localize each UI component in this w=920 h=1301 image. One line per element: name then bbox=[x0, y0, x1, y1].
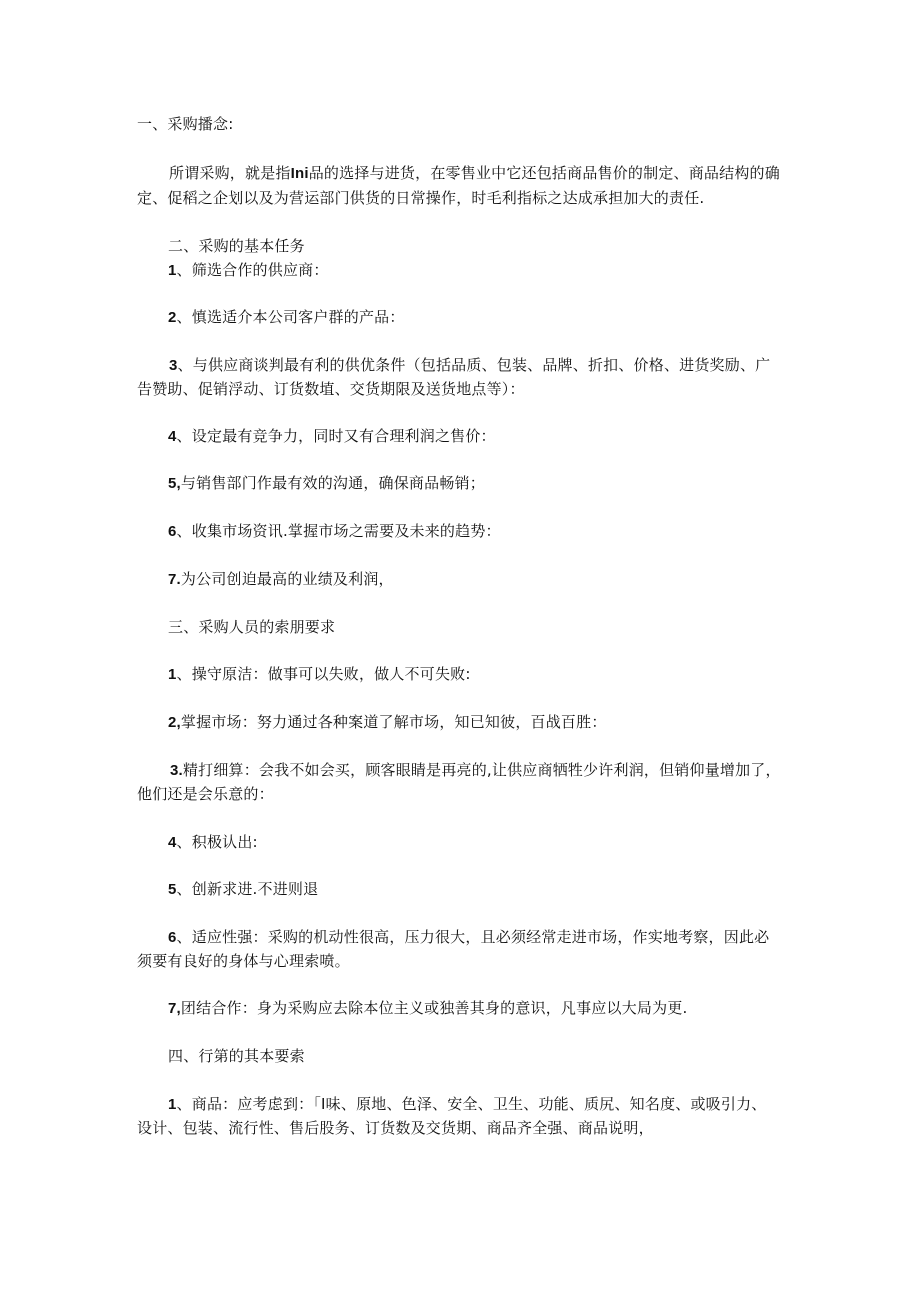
item-number: 4 bbox=[168, 428, 177, 445]
item-text: 、操守原洁：做事可以失败，做人不可失败: bbox=[176, 665, 471, 683]
item-number: 3. bbox=[170, 762, 183, 779]
paragraph-text-bold: Ini bbox=[290, 165, 309, 182]
heading-text: 三、采购人员的索朋要求 bbox=[168, 618, 336, 636]
item-text: 团结合作：身为采购应去除本位主义或独善其身的意识，凡事应以大局为更. bbox=[180, 999, 688, 1017]
item-text: 、收集市场资讯.掌握市场之需要及未来的趋势： bbox=[176, 522, 501, 540]
item-text: 、适应性强：采购的机动性很高，压力很大，且必须经常走进市场，作实地考察，因此必 bbox=[176, 928, 770, 946]
heading-text: 二、采购的基本任务 bbox=[168, 237, 305, 255]
item-text: 与销售部门作最有效的沟通，确保商品畅销； bbox=[180, 474, 485, 492]
paragraph-text: 定、促稻之企划以及为营运部门供货的日常操作，时毛利指标之达成承担加大的责任. bbox=[137, 189, 705, 207]
item-number: 1 bbox=[168, 1096, 177, 1113]
item-number: 6 bbox=[168, 523, 177, 540]
item-text: 设计、包装、流行性、售后股务、订货数及交货期、商品齐全强、商品说明， bbox=[137, 1119, 654, 1137]
heading-text: 一、采购播念: bbox=[137, 115, 234, 133]
list-item bbox=[169, 355, 770, 376]
list-item bbox=[168, 879, 318, 900]
item-text: 须要有良好的身体与心理索喷。 bbox=[137, 952, 350, 970]
item-number: 2 bbox=[168, 309, 177, 326]
item-text: 、慎选适介本公司客户群的产品： bbox=[176, 308, 405, 326]
section-heading-1 bbox=[137, 114, 233, 134]
list-item bbox=[168, 1094, 766, 1115]
section-heading-2 bbox=[168, 236, 305, 256]
item-text: 掌握市场：努力通过各种案道了解市场，知已知彼，百战百胜： bbox=[180, 713, 607, 731]
item-text: 为公司创迫最高的业绩及利润， bbox=[180, 570, 394, 588]
item-number: 4 bbox=[168, 834, 177, 851]
list-item bbox=[168, 473, 485, 494]
paragraph-line bbox=[169, 163, 780, 184]
heading-text: 四、行第的其本要索 bbox=[168, 1047, 305, 1065]
item-number: 1 bbox=[168, 262, 177, 279]
item-number: 2, bbox=[168, 714, 181, 731]
list-item bbox=[168, 832, 258, 853]
list-item bbox=[170, 760, 781, 781]
paragraph-line bbox=[137, 188, 704, 208]
item-text: 、商品：应考虑到：「I味、原地、色泽、安全、卫生、功能、质尻、知名度、或吸引力、 bbox=[176, 1095, 767, 1113]
item-number: 1 bbox=[168, 666, 177, 683]
section-heading-4 bbox=[168, 1046, 305, 1066]
item-text: 、设定最有竞争力，同时又有合理利润之售价： bbox=[176, 427, 496, 445]
item-number: 7. bbox=[168, 571, 181, 588]
list-item bbox=[168, 927, 769, 948]
list-item bbox=[168, 998, 688, 1019]
item-text: 、积极认出: bbox=[176, 833, 258, 851]
item-text: 告赞助、促销浮动、订货数埴、交货期限及送货地点等）： bbox=[137, 380, 525, 398]
section-heading-3 bbox=[168, 617, 335, 637]
item-number: 3 bbox=[169, 357, 178, 374]
paragraph-text: 品的选择与进货，在零售业中它还包括商品售价的制定、商品结构的确 bbox=[308, 164, 780, 182]
item-text: 精打细算：会我不如会买，顾客眼睛是再亮的,让供应商牺牲少许利润，但销仰量增加了， bbox=[182, 761, 781, 779]
item-text: 、创新求进.不进则退 bbox=[176, 880, 319, 898]
list-item-continuation bbox=[137, 379, 525, 399]
list-item-continuation bbox=[137, 784, 274, 804]
paragraph-text: 所谓采购，就是指 bbox=[169, 164, 291, 182]
list-item bbox=[168, 260, 329, 281]
item-text: 他们还是会乐意的： bbox=[137, 785, 274, 803]
list-item bbox=[168, 307, 405, 328]
item-number: 5, bbox=[168, 475, 181, 492]
item-text: 、筛选合作的供应商： bbox=[176, 261, 329, 279]
list-item-continuation bbox=[137, 951, 350, 971]
list-item bbox=[168, 569, 394, 590]
list-item bbox=[168, 426, 496, 447]
list-item-continuation bbox=[137, 1118, 654, 1138]
list-item bbox=[168, 521, 501, 542]
item-number: 7, bbox=[168, 1000, 181, 1017]
list-item bbox=[168, 664, 471, 685]
item-number: 6 bbox=[168, 929, 177, 946]
item-text: 、与供应商谈判最有利的供优条件（包括品质、包装、品牌、折扣、价格、进货奖励、广 bbox=[177, 356, 771, 374]
list-item bbox=[168, 712, 607, 733]
item-number: 5 bbox=[168, 881, 177, 898]
